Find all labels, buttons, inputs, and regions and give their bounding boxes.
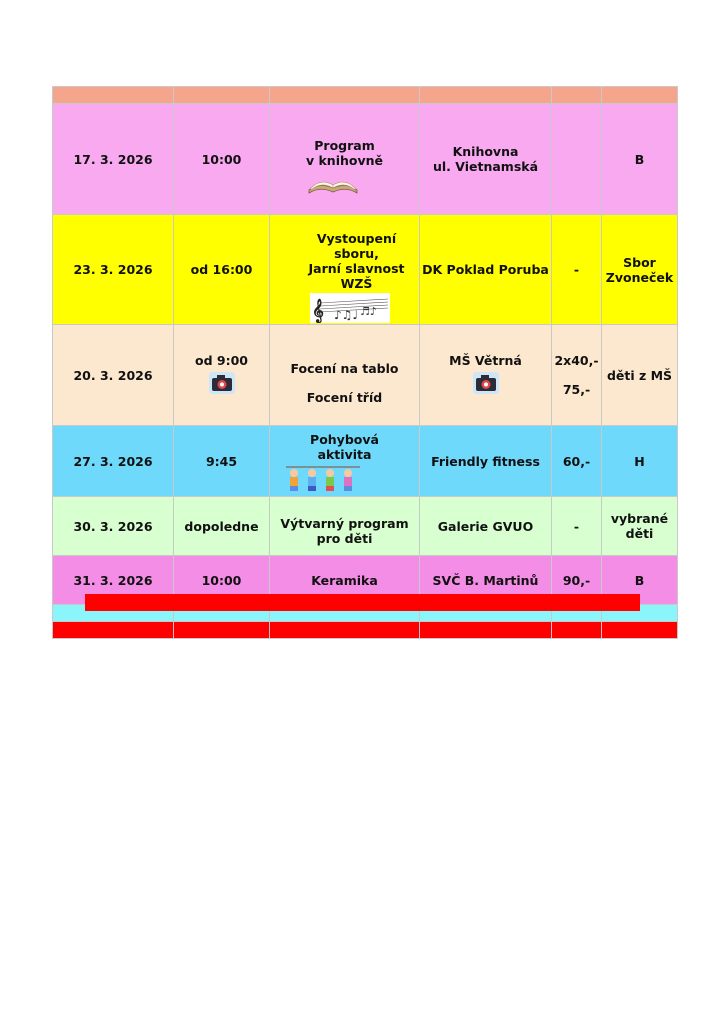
footer-cell	[53, 622, 174, 639]
time-cell: od 16:00	[174, 215, 270, 325]
place-line: ul. Vietnamská	[432, 159, 539, 174]
event-line: Jarní slavnost WZŠ	[308, 260, 405, 291]
table-row	[53, 104, 678, 215]
date-cell: 20. 3. 2026	[53, 325, 174, 426]
note-line: vybrané	[610, 511, 669, 526]
footer-cell	[552, 622, 602, 639]
price-cell	[552, 104, 602, 215]
note-cell	[602, 215, 678, 325]
svg-text:♪♫♩: ♪♫♩	[334, 307, 359, 322]
price-line: 2x40,-	[554, 353, 599, 368]
event-line: Pohybová	[310, 432, 379, 447]
event-line: pro děti	[316, 531, 373, 546]
date-cell: 17. 3. 2026	[53, 104, 174, 215]
footer-cell	[420, 622, 552, 639]
table-row	[53, 325, 678, 426]
header-row	[53, 87, 678, 104]
note-cell	[602, 497, 678, 556]
price-cell: -	[552, 497, 602, 556]
footer-cell	[174, 622, 270, 639]
header-cell	[53, 87, 174, 104]
time-cell: 9:45	[174, 426, 270, 497]
note-line: Sbor	[623, 254, 656, 270]
header-cell	[174, 87, 270, 104]
footer-cell	[602, 622, 678, 639]
price-cell	[552, 325, 602, 426]
date-cell: 27. 3. 2026	[53, 426, 174, 497]
note-cell: B	[602, 556, 678, 605]
header-cell	[420, 87, 552, 104]
header-cell	[270, 87, 420, 104]
event-cell	[270, 325, 420, 426]
event-line: Vystoupení sboru,	[316, 230, 397, 261]
price-cell: -	[552, 215, 602, 325]
price-cell: 90,-	[552, 556, 602, 605]
note-line: děti	[625, 526, 654, 541]
event-line: Program	[314, 138, 375, 153]
svg-text:♬♪: ♬♪	[360, 304, 377, 318]
music-notes-icon	[310, 293, 390, 323]
place-cell: SVČ B. Martinů	[420, 556, 552, 605]
table-row	[53, 215, 678, 325]
children-icon	[284, 464, 362, 492]
table-row	[53, 426, 678, 497]
schedule-table	[52, 86, 678, 639]
event-line: aktivita	[317, 447, 372, 462]
header-cell	[602, 87, 678, 104]
svg-text:𝄞: 𝄞	[312, 297, 324, 322]
note-line: Zvoneček	[605, 269, 674, 285]
camera-icon	[473, 372, 499, 394]
time-cell: dopoledne	[174, 497, 270, 556]
place-cell: DK Poklad Poruba	[420, 215, 552, 325]
event-line: Focení na tablo	[290, 361, 399, 376]
time-line: od 9:00	[195, 353, 248, 368]
note-cell: děti z MŠ	[602, 325, 678, 426]
date-cell: 23. 3. 2026	[53, 215, 174, 325]
date-cell: 31. 3. 2026	[53, 556, 174, 605]
place-cell: Galerie GVUO	[420, 497, 552, 556]
footer-red-bar	[85, 594, 640, 611]
event-line: Výtvarný program	[280, 516, 409, 531]
footer-row	[53, 622, 678, 639]
place-cell	[420, 104, 552, 215]
price-cell: 60,-	[552, 426, 602, 497]
event-cell	[270, 426, 420, 497]
open-book-icon	[306, 172, 360, 196]
place-cell: Friendly fitness	[420, 426, 552, 497]
table-row	[53, 497, 678, 556]
event-cell	[270, 104, 420, 215]
date-cell: 30. 3. 2026	[53, 497, 174, 556]
event-cell	[270, 497, 420, 556]
event-cell	[270, 215, 420, 325]
note-cell: H	[602, 426, 678, 497]
place-line: MŠ Větrná	[449, 353, 522, 368]
place-line: Knihovna	[452, 144, 519, 159]
event-line: Keramika	[311, 572, 378, 588]
place-cell	[420, 325, 552, 426]
time-cell: 10:00	[174, 104, 270, 215]
header-cell	[552, 87, 602, 104]
time-cell	[174, 325, 270, 426]
event-line: v knihovně	[305, 153, 383, 168]
footer-cell	[270, 622, 420, 639]
note-cell: B	[602, 104, 678, 215]
event-line: Focení tříd	[306, 390, 383, 405]
price-line: 75,-	[562, 382, 591, 397]
time-cell: 10:00	[174, 556, 270, 605]
camera-icon	[209, 372, 235, 394]
